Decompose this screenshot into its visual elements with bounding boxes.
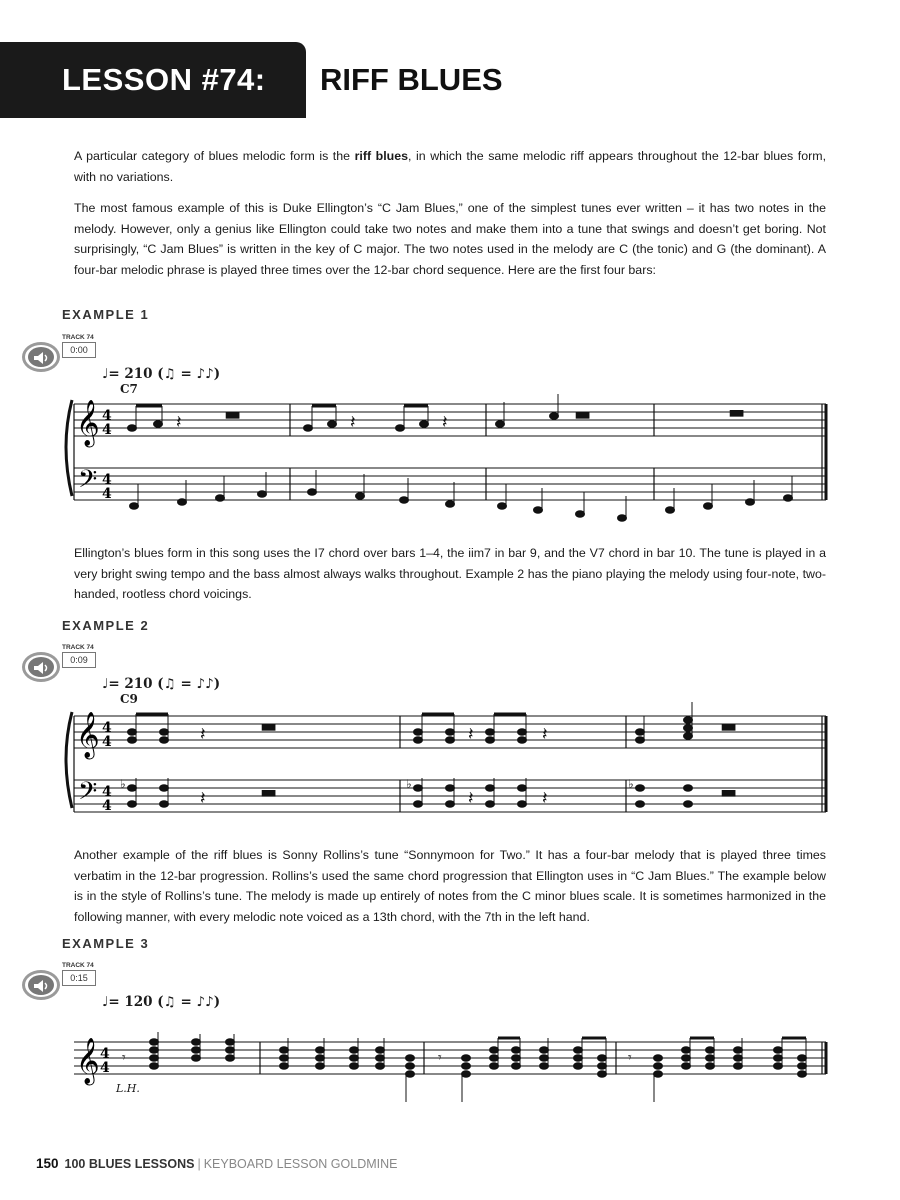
- svg-text:𝄽: 𝄽: [350, 412, 356, 433]
- page-number: 150: [36, 1156, 59, 1171]
- audio-speaker-icon: [32, 351, 50, 365]
- book-title: 100 BLUES LESSONS: [64, 1157, 195, 1171]
- svg-text:♭: ♭: [120, 777, 126, 791]
- body-paragraph: The most famous example of this is Duke Ellington’s “C Jam Blues,” one of the simplest tunes ever written – it has two notes in the melody. However, only a genius like Ellington could take two notes and make them into a tune that swings and doesn’t get boring. Not surprisingly, “C Jam Blues” is written in the key of C major. The two notes used in the melody are C (the tonic) and G (the dominant). A four-bar melodic phrase is played three times over the 12-bar chord sequence. Here are the first four bars:: [74, 201, 826, 277]
- score-example-1: [60, 396, 830, 526]
- body-paragraph: Ellington’s blues form in this song uses the I7 chord over bars 1–4, the iim7 in bar 9, and the V7 chord in bar 10. The tune is played in a very bright swing tempo and the bass almost always walks throughout. Example 2 has the piano playing the melody using four-note, two-handed, rootless chord voicings.: [74, 546, 826, 601]
- svg-text:4: 4: [102, 486, 112, 502]
- track-time[interactable]: 0:00: [62, 342, 96, 358]
- example-3-heading: EXAMPLE 3: [62, 936, 150, 951]
- bass-notes: [130, 470, 793, 521]
- tempo-marking: ♩= 120 (♫ = ♪♪): [102, 994, 221, 1010]
- track-time[interactable]: 0:09: [62, 652, 96, 668]
- time-signature: 4: [100, 1046, 110, 1062]
- series-title: KEYBOARD LESSON GOLDMINE: [203, 1157, 398, 1171]
- intro-paragraph: [74, 146, 826, 187]
- treble-staff: [74, 404, 826, 436]
- audio-track-3[interactable]: [22, 962, 112, 1002]
- audio-speaker-icon: [32, 979, 50, 993]
- svg-text:𝄽: 𝄽: [468, 788, 474, 809]
- rests: [200, 716, 737, 809]
- track-label: TRACK 74: [62, 334, 94, 341]
- text-run: A particular category of blues melodic form is the: [74, 149, 355, 163]
- time-signature: 4: [102, 720, 112, 736]
- melody-notes: [128, 394, 559, 431]
- svg-text:𝄽: 𝄽: [200, 788, 206, 809]
- lesson-number: LESSON #74:: [62, 62, 266, 97]
- left-hand-marking: L.H.: [116, 1082, 140, 1095]
- example-1-heading: EXAMPLE 1: [62, 307, 150, 322]
- svg-text:4: 4: [102, 422, 112, 438]
- score-example-3: [70, 1030, 830, 1120]
- audio-track-2[interactable]: [22, 644, 112, 684]
- audio-disc: [22, 970, 60, 1000]
- svg-text:𝄾: 𝄾: [438, 1050, 442, 1066]
- tempo-marking: ♩= 210 (♫ = ♪♪): [102, 366, 221, 382]
- score-example-2: [60, 708, 830, 828]
- track-label: TRACK 74: [62, 962, 94, 969]
- treble-clef: 𝄞: [76, 1038, 100, 1084]
- treble-chords: [128, 702, 693, 743]
- svg-text:▬: ▬: [260, 782, 278, 803]
- time-signature: 4: [102, 408, 112, 424]
- audio-disc: [22, 652, 60, 682]
- track-label: TRACK 74: [62, 644, 94, 651]
- svg-text:𝄾: 𝄾: [122, 1050, 126, 1066]
- svg-text:𝄾: 𝄾: [628, 1050, 632, 1066]
- svg-text:4: 4: [102, 734, 112, 750]
- audio-disc: [22, 342, 60, 372]
- svg-text:𝄽: 𝄽: [542, 724, 548, 745]
- svg-text:4: 4: [100, 1060, 110, 1076]
- chord-symbol: C9: [120, 692, 138, 706]
- svg-text:𝄽: 𝄽: [200, 724, 206, 745]
- svg-text:𝄽: 𝄽: [468, 724, 474, 745]
- bass-clef: 𝄢: [78, 777, 98, 812]
- svg-text:𝄽: 𝄽: [442, 412, 448, 433]
- svg-text:▬: ▬: [728, 402, 746, 423]
- svg-text:♭: ♭: [406, 777, 412, 791]
- grand-staff-brace: [66, 400, 72, 496]
- barlines: [74, 404, 826, 500]
- text-run: , in which the same melodic riff appears throughout the 12-bar blues form, with no variations.: [74, 149, 827, 184]
- svg-text:𝄽: 𝄽: [176, 412, 182, 433]
- treble-clef: 𝄞: [76, 712, 100, 758]
- page-footer: [36, 1156, 398, 1171]
- svg-text:▬: ▬: [224, 404, 242, 425]
- svg-text:▬: ▬: [720, 716, 738, 737]
- lesson-title: RIFF BLUES: [320, 62, 503, 97]
- svg-text:𝄽: 𝄽: [542, 788, 548, 809]
- treble-clef: 𝄞: [76, 400, 100, 446]
- example-2-heading: EXAMPLE 2: [62, 618, 150, 633]
- tempo-marking: ♩= 210 (♫ = ♪♪): [102, 676, 221, 692]
- svg-text:4: 4: [102, 472, 112, 488]
- svg-text:4: 4: [102, 784, 112, 800]
- svg-text:▬: ▬: [574, 404, 592, 425]
- svg-text:♭: ♭: [628, 777, 634, 791]
- grand-staff-brace: [66, 712, 72, 808]
- key-term: riff blues: [354, 149, 409, 163]
- bass-clef: 𝄢: [78, 465, 98, 500]
- svg-text:4: 4: [102, 798, 112, 814]
- bass-staff: [74, 468, 826, 500]
- bass-chords: [120, 777, 693, 807]
- body-paragraph: Another example of the riff blues is Sonny Rollins’s tune “Sonnymoon for Two.” It has a four-bar melody that is played three times verbatim in the 12-bar progression. Rollins’s used the same chord progression that Ellington uses in “C Jam Blues.” The example below is in the style of Rollins’s tune. The melody is made up entirely of notes from the C minor blues scale. It is sometimes harmonized in the following manner, with every melodic note voiced as a 13th chord, with the 7th in the left hand.: [74, 848, 826, 924]
- audio-track-1[interactable]: [22, 334, 112, 374]
- svg-text:▬: ▬: [260, 716, 278, 737]
- track-time[interactable]: 0:15: [62, 970, 96, 986]
- chord-symbol: C7: [120, 382, 138, 396]
- svg-text:▬: ▬: [720, 782, 738, 803]
- audio-speaker-icon: [32, 661, 50, 675]
- footer-separator: |: [197, 1157, 201, 1171]
